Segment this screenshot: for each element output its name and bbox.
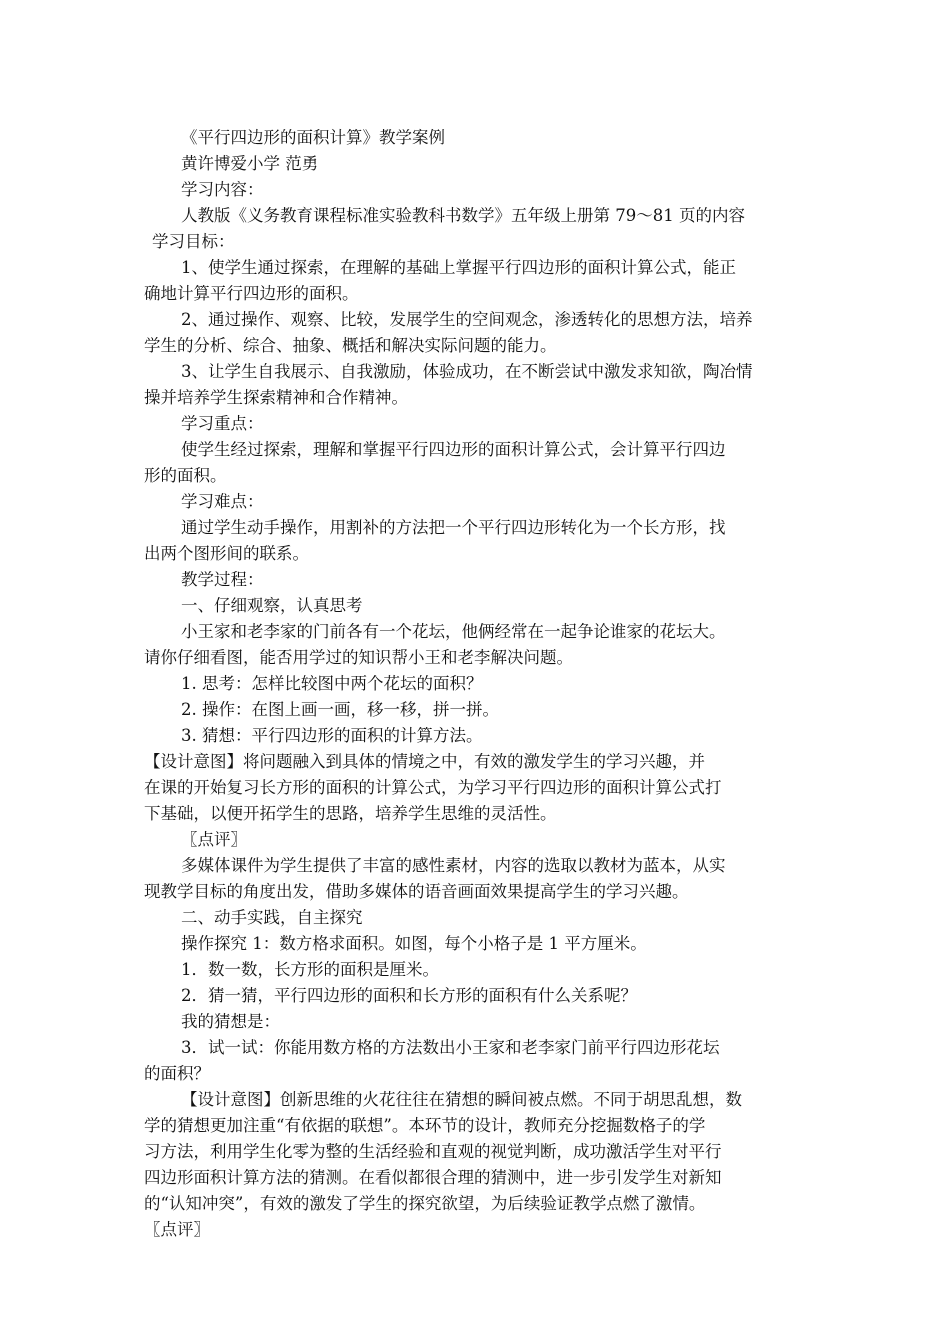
goals-heading: 学习目标： [152, 232, 235, 251]
difficulty-heading: 学习难点： [181, 492, 264, 511]
content-text: 人教版《义务教育课程标准实验教科书数学》五年级上册第 79～81 页的内容 [181, 206, 745, 225]
design1-line3: 下基础，以便开拓学生的思路，培养学生思维的灵活性。 [144, 804, 557, 823]
goal3-line1: 3、让学生自我展示、自我激励，体验成功，在不断尝试中激发求知欲，陶冶情 [181, 362, 753, 381]
author-line: 黄许博爱小学 范勇 [181, 154, 319, 173]
key-line2: 形的面积。 [144, 466, 227, 485]
section2-heading: 二、动手实践，自主探究 [181, 908, 363, 927]
section2-item3-line2: 的面积？ [144, 1064, 210, 1083]
key-heading: 学习重点： [181, 414, 264, 433]
content-heading: 学习内容： [181, 180, 264, 199]
section1-item2: 2. 操作：在图上画一画，移一移，拼一拼。 [181, 700, 499, 719]
design2-line1: 【设计意图】创新思维的火花往往在猜想的瞬间被点燃。不同于胡思乱想，数 [181, 1090, 742, 1109]
design2-line5: 的“认知冲突”，有效的激发了学生的探究欲望，为后续验证教学点燃了激情。 [144, 1194, 706, 1213]
key-line1: 使学生经过探索，理解和掌握平行四边形的面积计算公式，会计算平行四边 [181, 440, 726, 459]
comment1-line2: 现教学目标的角度出发，借助多媒体的语音画面效果提高学生的学习兴趣。 [144, 882, 689, 901]
comment1-heading: 〖点评〗 [181, 830, 247, 849]
difficulty-line1: 通过学生动手操作，用割补的方法把一个平行四边形转化为一个长方形，找 [181, 518, 726, 537]
design2-line3: 习方法，利用学生化零为整的生活经验和直观的视觉判断，成功激活学生对平行 [144, 1142, 722, 1161]
section1-para-line1: 小王家和老李家的门前各有一个花坛，他俩经常在一起争论谁家的花坛大。 [181, 622, 726, 641]
design1-line1: 【设计意图】将问题融入到具体的情境之中，有效的激发学生的学习兴趣，并 [144, 752, 705, 771]
comment1-line1: 多媒体课件为学生提供了丰富的感性素材，内容的选取以教材为蓝本，从实 [181, 856, 726, 875]
goal1-line2: 确地计算平行四边形的面积。 [144, 284, 359, 303]
goal3-line2: 操并培养学生探索精神和合作精神。 [144, 388, 408, 407]
my-guess-line: 我的猜想是： [181, 1012, 280, 1031]
comment2-heading: 〖点评〗 [144, 1220, 210, 1239]
goal2-line1: 2、通过操作、观察、比较，发展学生的空间观念，渗透转化的思想方法，培养 [181, 310, 753, 329]
section1-para-line2: 请你仔细看图，能否用学过的知识帮小王和老李解决问题。 [144, 648, 573, 667]
explore1-line: 操作探究 1：数方格求面积。如图，每个小格子是 1 平方厘米。 [181, 934, 647, 953]
goal1-line1: 1、使学生通过探索，在理解的基础上掌握平行四边形的面积计算公式，能正 [181, 258, 736, 277]
design2-line2: 学的猜想更加注重“有依据的联想”。本环节的设计，教师充分挖掘数格子的学 [144, 1116, 706, 1135]
section2-item1: 1．数一数，长方形的面积是厘米。 [181, 960, 439, 979]
section2-item2: 2．猜一猜，平行四边形的面积和长方形的面积有什么关系呢？ [181, 986, 637, 1005]
process-heading: 教学过程： [181, 570, 264, 589]
goal2-line2: 学生的分析、综合、抽象、概括和解决实际问题的能力。 [144, 336, 557, 355]
design1-line2: 在课的开始复习长方形的面积的计算公式，为学习平行四边形的面积计算公式打 [144, 778, 722, 797]
section2-item3-line1: 3．试一试：你能用数方格的方法数出小王家和老李家门前平行四边形花坛 [181, 1038, 720, 1057]
section1-item1: 1. 思考：怎样比较图中两个花坛的面积？ [181, 674, 483, 693]
section1-heading: 一、仔细观察，认真思考 [181, 596, 363, 615]
section1-item3: 3. 猜想：平行四边形的面积的计算方法。 [181, 726, 483, 745]
document-title: 《平行四边形的面积计算》教学案例 [181, 128, 445, 147]
difficulty-line2: 出两个图形间的联系。 [144, 544, 309, 563]
design2-line4: 四边形面积计算方法的猜测。在看似都很合理的猜测中，进一步引发学生对新知 [144, 1168, 722, 1187]
